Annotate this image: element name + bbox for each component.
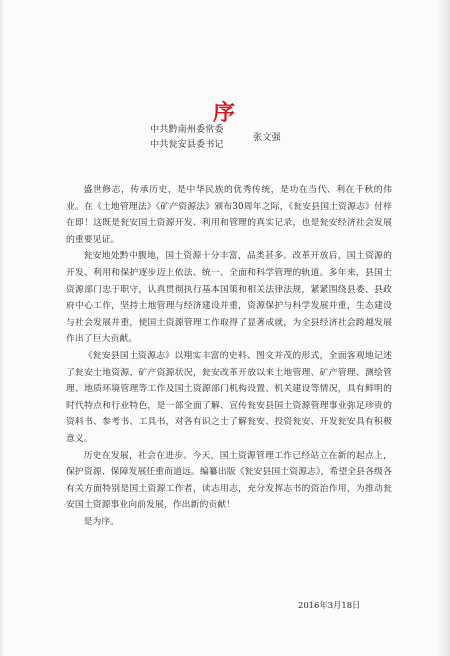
author-position-2: 中共瓮安县委书记 (150, 139, 224, 150)
author-position-1: 中共黔南州委常委 (150, 124, 224, 135)
preface-date: 2016年3月18日 (298, 600, 361, 610)
signature-line-2 (150, 137, 320, 152)
author-name: 张文强 (253, 132, 281, 143)
paragraph-5: 是为序。 (83, 516, 120, 527)
paragraph-3: 《瓮安县国土资源志》以翔实丰富的史料、图文并茂的形式，全面客观地记述了瓮安土地资源、矿产资源状况，瓮安改革开放以来土地管理、矿产管理、测绘管理、地质环境管理等工作及国土资源部门机构设置、机关建设等情况，具有鲜明的时代特点和行业特色，是一部全面了解、宣传瓮安县国土资源管理事业弥足珍贵的资料书、参考书、工具书，对各有识之士了解瓮安、投资瓮安、开发瓮安具有积极意义。 (66, 350, 392, 444)
signature-line-1 (150, 122, 320, 137)
paragraph-2: 瓮安地处黔中腹地，国土资源十分丰富，品类甚多。改革开放后，国土资源的开发、利用和保护逐步迈上依法、统一、全面和科学管理的轨道。多年来，县国土资源部门忠于职守，认真贯彻执行基本国策和相关法律法规，紧紧围绕县委、县政府中心工作，坚持土地管理与经济建设并重，资源保护与科学发展并重，生态建设与社会发展并重，使国土资源管理工作取得了显著成就，为全县经济社会跨越发展作出了巨大贡献。 (66, 251, 392, 345)
author-signature (150, 122, 320, 152)
paragraph-4: 历史在发展，社会在进步。今天，国土资源管理工作已经站立在新的起点上，保护资源、保障发展任重而道远。编纂出版《瓮安县国土资源志》，希望全县各级各有关方面特别是国土资源工作者，读志用志，充分发挥志书的资治作用，为推动瓮安国土资源事业向前发展，作出新的贡献！ (66, 450, 392, 511)
preface-title: 序 (212, 100, 237, 126)
paragraph-1: 盛世修志，传承历史，是中华民族的优秀传统，是功在当代、利在千秋的伟业。在《土地管理法》《矿产资源法》颁布30周年之际，《瓮安县国土资源志》付梓在即！这既是瓮安国土资源开发、利用和管理的真实记录，也是瓮安经济社会发展的重要见证。 (66, 185, 392, 245)
preface-body (66, 182, 392, 530)
